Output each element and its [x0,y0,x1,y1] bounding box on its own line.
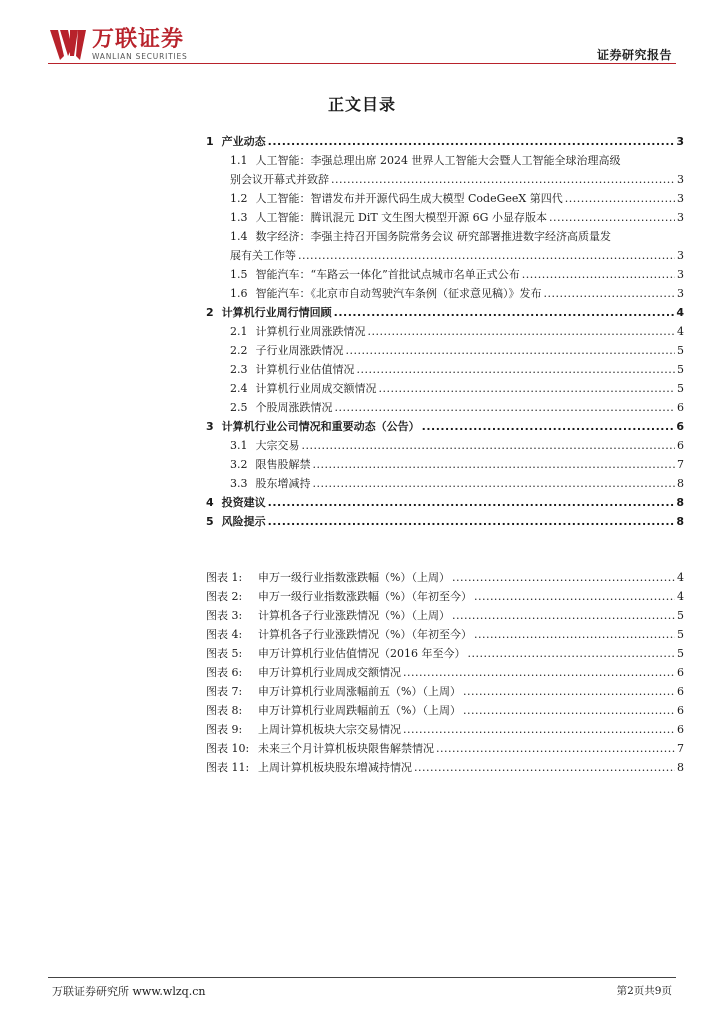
figure-entry[interactable]: 图表 5: 申万计算机行业估值情况（2016 年至今） ..... 5 [206,644,684,663]
company-logo [48,26,188,64]
header-divider [48,63,676,64]
toc-entry[interactable]: 1.3 人工智能：腾讯混元 DiT 文生图大模型开源 6G 小显存版本 ..... 3 [206,208,684,227]
logo-english-text: WANLIAN SECURITIES [92,52,188,61]
page-header [0,0,724,70]
figure-entry[interactable]: 图表 4: 计算机各子行业涨跌情况（%）（年初至今） ..... 5 [206,625,684,644]
figure-entry[interactable]: 图表 10: 未来三个月计算机板块限售解禁情况 ..... 7 [206,739,684,758]
toc-entry[interactable]: 2.1 计算机行业周涨跌情况 ..... 4 [206,322,684,341]
toc-entry[interactable]: 5 风险提示 ..... 8 [206,512,684,531]
report-type-label: 证券研究报告 [596,48,672,62]
toc-entry[interactable]: 1 产业动态 ..... 3 [206,132,684,151]
wanlian-logo-icon [48,26,88,64]
figure-entry[interactable]: 图表 11: 上周计算机板块股东增减持情况 ..... 8 [206,758,684,777]
toc-entry[interactable]: 3.3 股东增减持 ..... 8 [206,474,684,493]
toc-entry-continued[interactable]: 展有关工作等 ..... 3 [206,246,684,265]
toc-entry[interactable]: 2.3 计算机行业估值情况 ..... 5 [206,360,684,379]
toc-entry[interactable]: 3.2 限售股解禁 ..... 7 [206,455,684,474]
toc-entry[interactable]: 1.5 智能汽车：“车路云一体化”首批试点城市名单正式公布 ..... 3 [206,265,684,284]
toc-entry[interactable]: 2.5 个股周涨跌情况 ..... 6 [206,398,684,417]
toc-entry[interactable]: 4 投资建议 ..... 8 [206,493,684,512]
toc-entry[interactable]: 1.1 人工智能：李强总理出席 2024 世界人工智能大会暨人工智能全球治理高级 [230,154,621,167]
toc-entry[interactable]: 2 计算机行业周行情回顾 ..... 4 [206,303,684,322]
logo-chinese-text: 万联证券 [92,27,185,52]
figure-entry[interactable]: 图表 8: 申万计算机行业周跌幅前五（%）（上周） ..... 6 [206,701,684,720]
figure-entry[interactable]: 图表 3: 计算机各子行业涨跌情况（%）（上周） ..... 5 [206,606,684,625]
toc-entry[interactable]: 3.1 大宗交易 ..... 6 [206,436,684,455]
table-of-contents [206,132,684,531]
figure-entry[interactable]: 图表 1: 申万一级行业指数涨跌幅（%）（上周） ..... 4 [206,568,684,587]
figure-list [206,568,684,777]
toc-entry-continued[interactable]: 别会议开幕式并致辞 ..... 3 [206,170,684,189]
figure-entry[interactable]: 图表 2: 申万一级行业指数涨跌幅（%）（年初至今） ..... 4 [206,587,684,606]
footer-source: 万联证券研究所 www.wlzq.cn [52,985,206,998]
page-number: 第2页共9页 [616,985,672,997]
toc-entry[interactable]: 2.4 计算机行业周成交额情况 ..... 5 [206,379,684,398]
toc-entry[interactable]: 1.4 数字经济：李强主持召开国务院常务会议 研究部署推进数字经济高质量发 [230,230,611,243]
toc-entry[interactable]: 1.6 智能汽车：《北京市自动驾驶汽车条例（征求意见稿）》发布 ..... 3 [206,284,684,303]
toc-entry[interactable]: 2.2 子行业周涨跌情况 ..... 5 [206,341,684,360]
figure-entry[interactable]: 图表 7: 申万计算机行业周涨幅前五（%）（上周） ..... 6 [206,682,684,701]
figure-entry[interactable]: 图表 9: 上周计算机板块大宗交易情况 ..... 6 [206,720,684,739]
footer-divider [48,977,676,978]
figure-entry[interactable]: 图表 6: 申万计算机行业周成交额情况 ..... 6 [206,663,684,682]
toc-entry[interactable]: 3 计算机行业公司情况和重要动态（公告） ..... 6 [206,417,684,436]
page-title: 正文目录 [327,95,396,114]
toc-entry[interactable]: 1.2 人工智能：智谱发布并开源代码生成大模型 CodeGeeX 第四代 ..... 3 [206,189,684,208]
